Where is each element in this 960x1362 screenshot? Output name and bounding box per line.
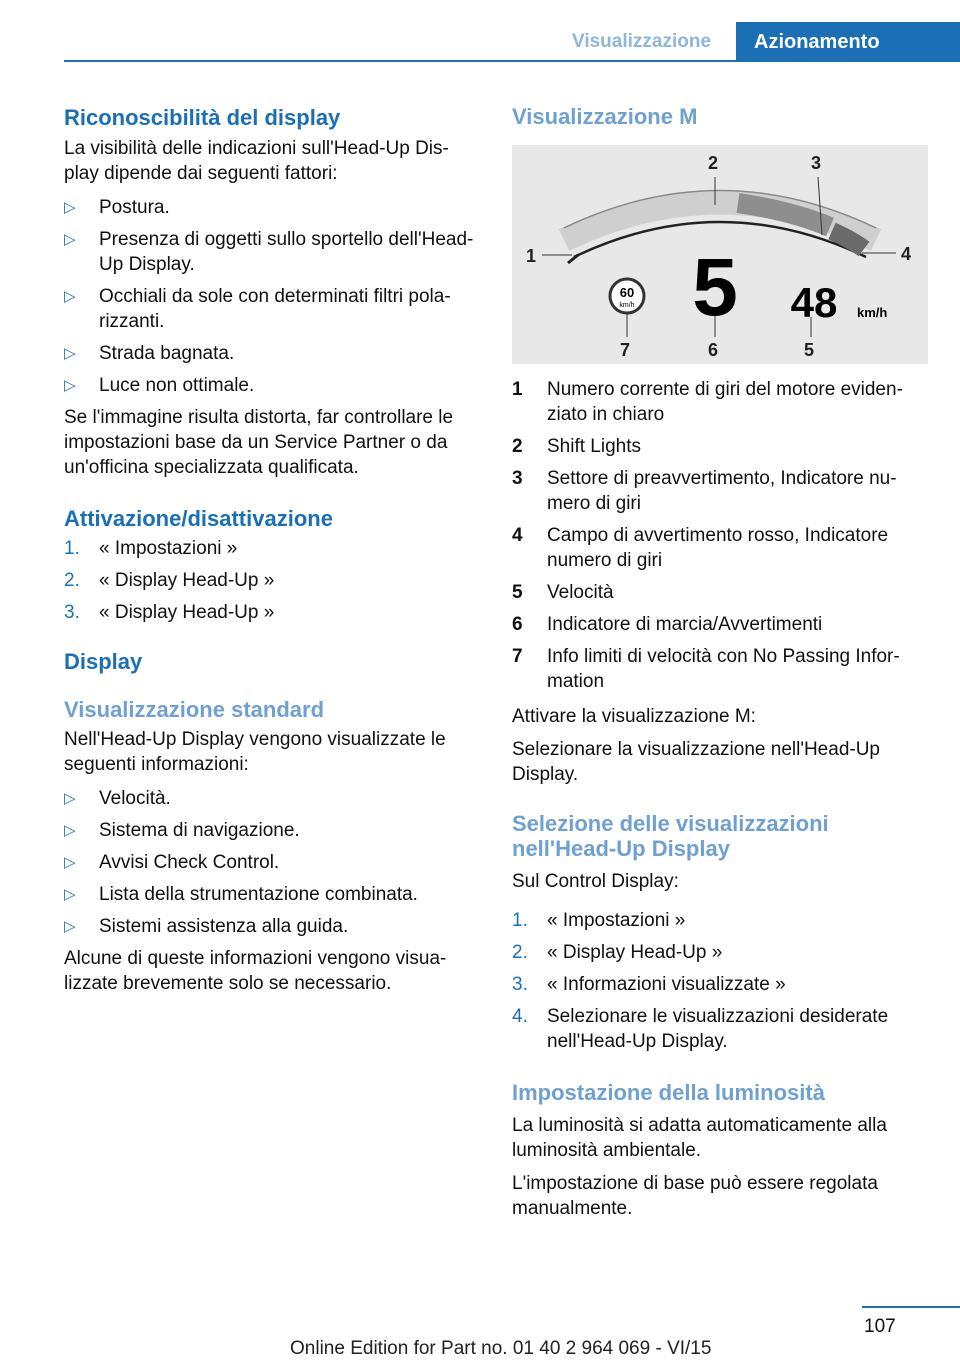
standard-info-item-text: Sistemi assistenza alla guida. <box>99 916 349 937</box>
factor-item-text: Presenza di oggetti sullo sportello dell'Head-Up Display. <box>99 229 474 275</box>
right-column <box>512 104 924 129</box>
factor-item <box>64 227 476 277</box>
paragraph-distortion: Se l'immagine risulta distorta, far controllare le impostazioni base da un Service Partner o da un'officina specializzata qualificata. <box>64 407 454 478</box>
bullet-triangle-icon: ▷ <box>64 288 76 305</box>
legend-item <box>512 434 924 459</box>
factor-item <box>64 341 476 366</box>
heading-brightness: Impostazione della luminosità <box>512 1080 825 1105</box>
figure-legend <box>512 377 924 694</box>
legend-text: Shift Lights <box>547 436 641 457</box>
paragraph-select-m: Selezionare la visualizzazione nell'Head-Up Display. <box>512 739 880 785</box>
activation-step <box>64 536 476 561</box>
step-number: 4. <box>512 1006 528 1027</box>
standard-info-item <box>64 850 476 875</box>
header-rule <box>64 60 960 62</box>
bullet-triangle-icon: ▷ <box>64 822 76 839</box>
legend-item <box>512 466 924 516</box>
current-rpm-needle <box>568 255 578 263</box>
activation-step-text: « Display Head-Up » <box>99 570 275 591</box>
standard-info-item-text: Lista della strumentazione combinata. <box>99 884 418 905</box>
legend-number: 4 <box>512 525 523 546</box>
speed-unit: km/h <box>857 305 888 320</box>
edition-note: Online Edition for Part no. 01 40 2 964 069 - VI/15 <box>290 1338 712 1359</box>
speed-limit-unit: km/h <box>619 302 635 309</box>
step-number: 3. <box>512 974 528 995</box>
select-view-step <box>512 972 924 997</box>
activation-step-text: « Impostazioni » <box>99 538 238 559</box>
factor-item <box>64 373 476 398</box>
factor-item <box>64 195 476 220</box>
legend-number: 3 <box>512 468 523 489</box>
heading-standard-view: Visualizzazione standard <box>64 697 325 722</box>
legend-item <box>512 377 924 427</box>
paragraph-recognizability: La visibilità delle indicazioni sull'Head-Up Display dipende dai seguenti fattori: <box>64 138 449 184</box>
factors-list <box>64 195 476 398</box>
heading-recognizability: Riconoscibilità del display <box>64 105 341 130</box>
heading-select-views: Selezione delle visualizzazioni nell'Head-Up Display <box>512 811 829 861</box>
standard-info-item <box>64 818 476 843</box>
legend-text: Campo di avvertimento rosso, Indicatore numero di giri <box>547 525 889 571</box>
footer-rule <box>862 1306 960 1308</box>
header-chapter-tab <box>736 22 960 62</box>
paragraph-some-info: Alcune di queste informazioni vengono visualizzate brevemente solo se necessario. <box>64 948 447 994</box>
legend-item <box>512 523 924 573</box>
paragraph-activate-m: Attivare la visualizzazione M: <box>512 706 756 727</box>
callout-number-1: 1 <box>526 246 537 266</box>
heading-display: Display <box>64 649 143 674</box>
standard-info-item-text: Avvisi Check Control. <box>99 852 280 873</box>
bullet-triangle-icon: ▷ <box>64 377 76 394</box>
factor-item-text: Occhiali da sole con determinati filtri polarizzanti. <box>99 286 451 332</box>
paragraph-brightness-manual: L'impostazione di base può essere regolata manualmente. <box>512 1173 878 1219</box>
header-chapter-label: Azionamento <box>754 30 880 53</box>
legend-item <box>512 580 924 605</box>
factor-item <box>64 284 476 334</box>
standard-info-item <box>64 882 476 907</box>
select-view-step <box>512 908 924 933</box>
legend-text: Info limiti di velocità con No Passing Information <box>547 646 900 692</box>
header-section-label: Visualizzazione <box>572 31 712 52</box>
bullet-triangle-icon: ▷ <box>64 345 76 362</box>
legend-text: Numero corrente di giri del motore evidenziato in chiaro <box>547 379 903 425</box>
step-number: 2. <box>512 942 528 963</box>
page-number: 107 <box>864 1316 896 1337</box>
standard-info-item-text: Sistema di navigazione. <box>99 820 300 841</box>
bullet-triangle-icon: ▷ <box>64 886 76 903</box>
legend-text: Velocità <box>547 582 614 603</box>
factor-item-text: Luce non ottimale. <box>99 375 255 396</box>
step-number: 2. <box>64 570 80 591</box>
step-number: 1. <box>64 538 80 559</box>
step-number: 1. <box>512 910 528 931</box>
gear-indicator: 5 <box>692 242 738 333</box>
bullet-triangle-icon: ▷ <box>64 231 76 248</box>
callout-number-3: 3 <box>811 153 822 173</box>
legend-number: 1 <box>512 379 523 400</box>
select-view-step <box>512 940 924 965</box>
legend-item <box>512 612 924 637</box>
legend-number: 5 <box>512 582 523 603</box>
standard-info-item <box>64 914 476 939</box>
select-views-steps <box>512 908 924 1054</box>
factor-item-text: Strada bagnata. <box>99 343 235 364</box>
bullet-triangle-icon: ▷ <box>64 854 76 871</box>
callout-number-5: 5 <box>804 340 815 360</box>
callout-number-7: 7 <box>620 340 631 360</box>
activation-step <box>64 568 476 593</box>
callout-number-2: 2 <box>708 153 719 173</box>
select-view-step-text: « Display Head-Up » <box>547 942 723 963</box>
bullet-triangle-icon: ▷ <box>64 790 76 807</box>
paragraph-standard-view: Nell'Head-Up Display vengono visualizzate le seguenti informazioni: <box>64 729 446 775</box>
legend-text: Settore di preavvertimento, Indicatore numero di giri <box>547 468 897 514</box>
hud-illustration <box>512 145 928 364</box>
standard-items-list <box>64 786 476 939</box>
legend-text: Indicatore di marcia/Avvertimenti <box>547 614 823 635</box>
legend-number: 7 <box>512 646 523 667</box>
paragraph-brightness-auto: La luminosità si adatta automaticamente alla luminosità ambientale. <box>512 1115 887 1161</box>
activation-step <box>64 600 476 625</box>
left-column <box>64 104 476 996</box>
speed-limit-value: 60 <box>619 285 635 300</box>
callout-number-6: 6 <box>708 340 719 360</box>
select-view-step-text: « Impostazioni » <box>547 910 686 931</box>
callout-number-4: 4 <box>901 244 912 264</box>
speed-value: 48 <box>790 279 838 326</box>
select-view-step-text: Selezionare le visualizzazioni desiderate nell'Head-Up Display. <box>547 1006 889 1052</box>
step-number: 3. <box>64 602 80 623</box>
legend-number: 6 <box>512 614 523 635</box>
factor-item-text: Postura. <box>99 197 170 218</box>
legend-item <box>512 644 924 694</box>
bullet-triangle-icon: ▷ <box>64 918 76 935</box>
bullet-triangle-icon: ▷ <box>64 199 76 216</box>
heading-m-view: Visualizzazione M <box>512 104 698 129</box>
heading-activation: Attivazione/disattivazione <box>64 506 333 531</box>
standard-info-item <box>64 786 476 811</box>
legend-number: 2 <box>512 436 523 457</box>
activation-steps <box>64 536 476 625</box>
select-view-step <box>512 1004 924 1054</box>
select-view-step-text: « Informazioni visualizzate » <box>547 974 786 995</box>
m-view-figure <box>512 145 928 364</box>
activation-step-text: « Display Head-Up » <box>99 602 275 623</box>
standard-info-item-text: Velocità. <box>99 788 171 809</box>
paragraph-control-display: Sul Control Display: <box>512 871 679 892</box>
right-column-lower <box>512 377 924 1221</box>
